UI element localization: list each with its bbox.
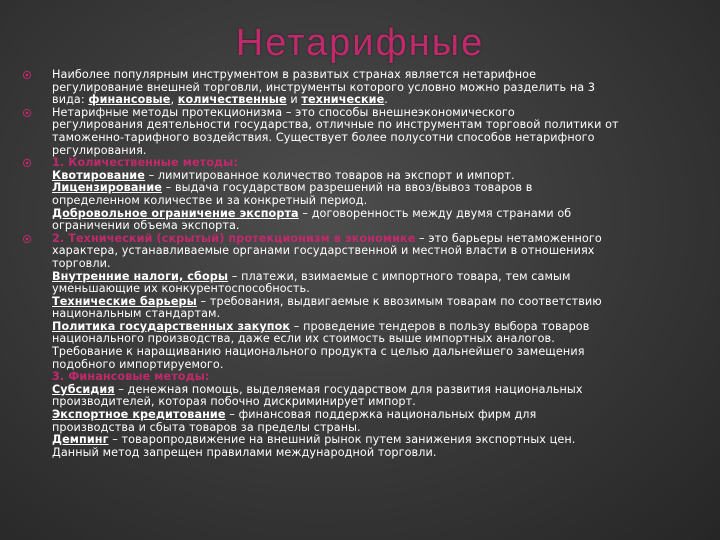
text-line: национальным стандартам. — [52, 307, 221, 321]
term-dumping: Демпинг — [52, 433, 109, 447]
text-line: определенном количестве и за конкретный период. — [52, 193, 368, 207]
text-line: производителей, которая побочно дискриминирует импорт. — [52, 395, 416, 409]
term-technical-barriers: Технические барьеры — [52, 294, 197, 308]
term-financial: финансовые — [88, 93, 171, 107]
text-run: – проведение тендеров в пользу выбора товаров — [290, 319, 590, 333]
section-heading-quantitative: 1. Количественные методы: — [52, 156, 238, 170]
paragraph-3 — [22, 157, 710, 233]
slide-body — [22, 69, 710, 459]
text-line: характера, устанавливаемые органами государственной и местной власти в отношениях — [52, 244, 595, 258]
term-licensing: Лицензирование — [52, 181, 162, 195]
text-line: Нетарифные методы протекционизма – это способы внешнеэкономического — [52, 105, 515, 119]
term-voluntary-restraint: Добровольное ограничение экспорта — [52, 206, 299, 220]
text-run: вида: — [52, 93, 89, 107]
text-run: – требования, выдвигаемые к ввозимым товарам по соответствию — [196, 294, 602, 308]
text-run: – финансовая поддержка национальных фирм для — [225, 408, 537, 422]
text-line: торговли. — [52, 256, 111, 270]
section-heading-financial: 3. Финансовые методы: — [52, 370, 210, 384]
text-line — [52, 409, 710, 422]
paragraph-2 — [22, 107, 710, 157]
target-circle-icon — [22, 107, 32, 117]
text-run: и — [286, 93, 302, 107]
target-circle-icon — [22, 233, 32, 243]
text-run: – это барьеры нетаможенного — [415, 231, 602, 245]
text-line: Данный метод запрещен правилами международной торговли. — [52, 445, 437, 459]
target-circle-icon — [22, 157, 32, 167]
text-run: – товаропродвижение на внешний рынок путем занижения экспортных цен. — [108, 433, 576, 447]
text-run: . — [384, 93, 388, 107]
text-run: – выдача государством разрешений на ввоз/вывоз товаров в — [161, 181, 533, 195]
term-quota: Квотирование — [52, 168, 145, 182]
text-line: Требование к наращиванию национального продукта с целью дальнейшего замещения — [52, 345, 585, 359]
text-line: национального производства, даже если их стоимость выше импортных аналогов. — [52, 332, 555, 346]
text-run: , — [170, 93, 178, 107]
text-line: регулирование внешней торговли, инструменты которого условно можно разделить на 3 — [52, 80, 596, 94]
text-line — [52, 434, 710, 447]
text-run: – договоренность между двумя странами об — [298, 206, 572, 220]
paragraph-4 — [22, 233, 710, 460]
term-subsidy: Субсидия — [52, 382, 115, 396]
text-line: производства и сбыта товаров за пределы страны. — [52, 420, 361, 434]
text-line: регулирования деятельности государства, отличные по инструментам торговой политики от — [52, 118, 619, 132]
text-line: подобного импортируемого. — [52, 357, 224, 371]
term-export-credit: Экспортное кредитование — [52, 408, 226, 422]
term-quantitative: количественные — [177, 93, 287, 107]
text-run: – денежная помощь, выделяемая государством для развития национальных — [114, 382, 583, 396]
text-line: ограничении объема экспорта. — [52, 219, 240, 233]
paragraph-1 — [22, 69, 710, 107]
text-line — [52, 94, 710, 107]
text-run: – лимитированное количество товаров на экспорт и импорт. — [144, 168, 515, 182]
slide-title: Нетарифные — [235, 22, 485, 64]
term-internal-taxes: Внутренние налоги, сборы — [52, 269, 229, 283]
section-heading-technical: 2. Технический (скрытый) протекционизм в экономике — [52, 231, 416, 245]
text-line: уменьшающие их конкурентоспособность. — [52, 282, 310, 296]
text-line: регулирования. — [52, 143, 147, 157]
text-line: таможенно-тарифного воздействия. Существует более полусотни способов нетарифного — [52, 130, 595, 144]
text-run: – платежи, взимаемые с импортного товара, тем самым — [228, 269, 571, 283]
target-circle-icon — [22, 69, 32, 79]
text-line: Наиболее популярным инструментом в развитых странах является нетарифное — [52, 68, 537, 81]
term-public-procurement: Политика государственных закупок — [52, 319, 291, 333]
term-technical: технические — [301, 93, 385, 107]
